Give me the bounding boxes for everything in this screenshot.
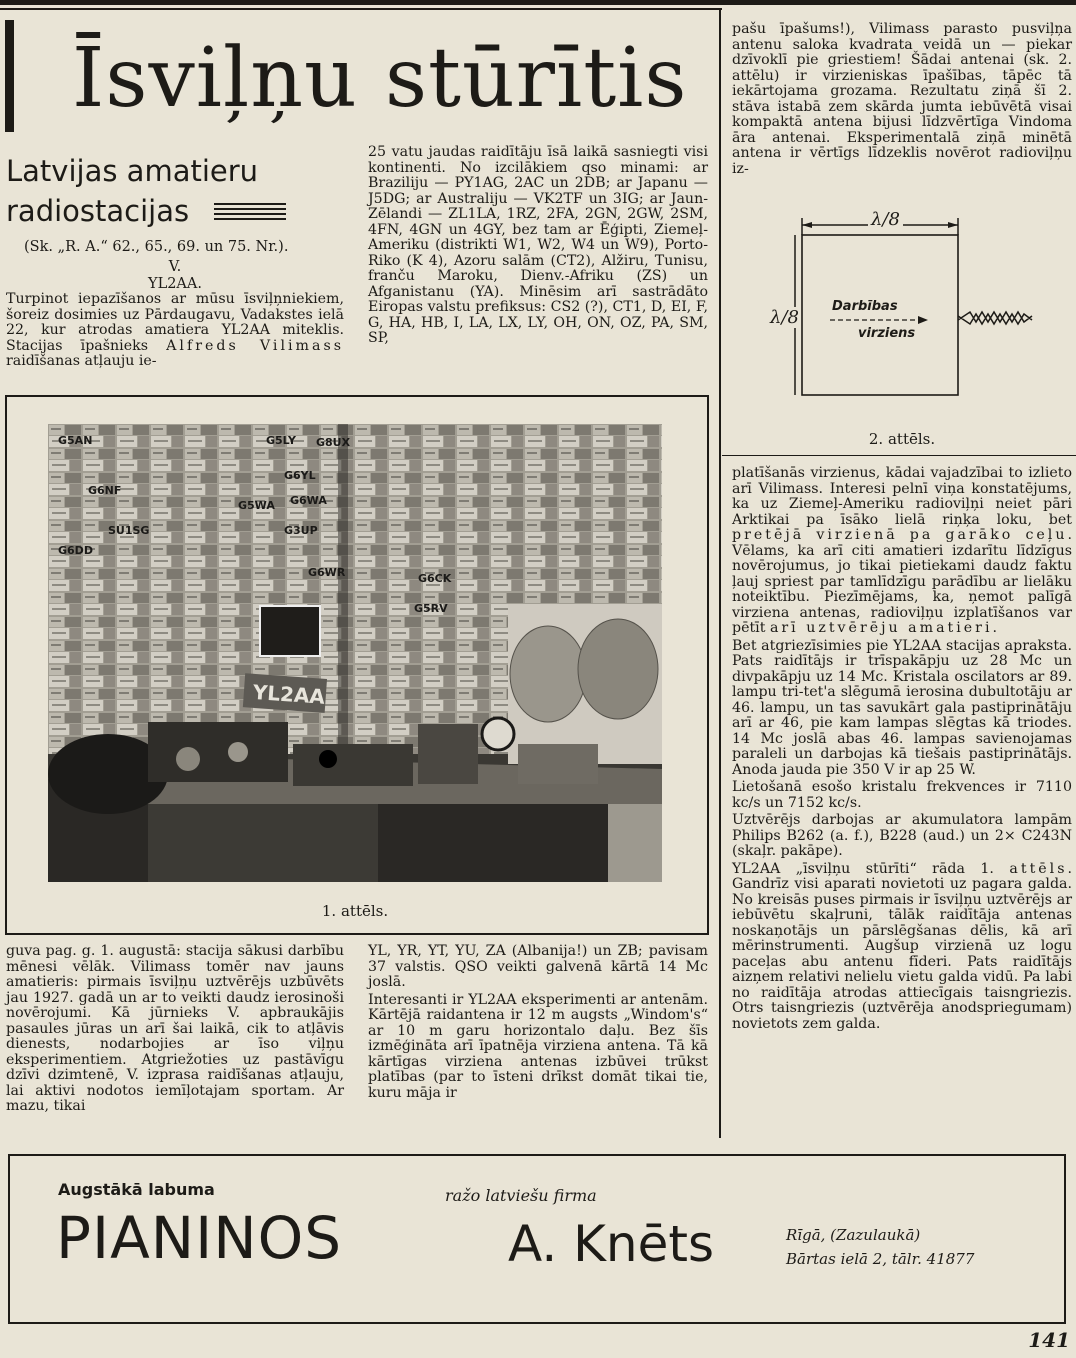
station-photo-svg [48,424,662,882]
column1-top: Turpinot iepazīšanos ar mūsu īsviļņniekiem, šoreiz dosimies uz Pārdaugavu, Vadakstes ielā 22, kur atrodas amatiera YL2AA miteklis. Stacijas īpašnieks Alfreds Vilimass raidīšanas atļauju ie- [6,291,345,369]
qsl-card-label: G3UP [284,524,318,537]
ad-maker-note: ražo latviešu firma [445,1186,597,1205]
ad-firm: A. Knēts [508,1215,715,1273]
qsl-card-label: SU1SG [108,524,150,537]
diagram-top-label: λ/8 [868,209,903,230]
advertisement [8,1154,1066,1324]
column1-bottom: guva pag. g. 1. augustā: stacija sākusi darbību mēnesi vēlāk. Vilimass tomēr nav jauns amatieris: pirmais īsviļņu uztvērējs uzbūvēts jau 1927. gadā un ar to veikti daudz ierosinoši novērojumi. Kā jūrnieks V. apbraukājis pasaules jūras un arī šai laikā, cik to atļāvis dienests, nodarbojies ar īso viļņu eksperimentiem. Atgriežoties uz pastāvīgu dzīvi dzimtenē, V. izprasa raidīšanas atļauju, lai aktivi nodotos iemīļotajam sportam. Ar mazu, tikai [6,943,344,1114]
station-callsign: YL2AA. [148,276,202,292]
photo-frame-top [5,395,709,397]
ad-tagline: Augstākā labuma [58,1180,215,1199]
ad-address2: Bārtas ielā 2, tālr. 41877 [786,1250,975,1268]
top-rule [0,0,1076,5]
diagram-direction-label1: Darbības [832,299,898,314]
col3-paragraph2: Bet atgriezīsimies pie YL2AA stacijas apraksta. Pats raidītājs ir trīspakāpju uz 28 Mc un divpakāpju uz 14 Mc. Kristala oscilators ar 89. lampu tri-tet'a slēgumā ierosina dubultotāju ar 46. lampu, un tas savukārt gala pastiprinātāju arī ar 46, pie kam lampas slēgtas kā triodes. 14 Mc joslā abas 46. lampas savienojamas paraleli un darbojas kā tiešais pastiprinātājs. Anoda jauda pie 350 V ir ap 25 W. [732,637,1072,778]
station-photo [48,424,662,882]
qsl-card-label: G8UX [316,436,351,449]
photo-frame-bottom [5,933,709,935]
qsl-card-label: G5AN [58,434,93,447]
subtitle-line1: Latvijas amatieru [6,154,259,188]
figure1-caption: 1. attēls. [321,902,389,920]
column2-top: 25 vatu jaudas raidītāju īsā laikā sasniegti visi kontinenti. No izcilākiem qso minami: ar Braziliju — PY1AG, 2AC un 2DB; ar Japanu — J5DG; ar Australiju — VK2TF un 3IG; ar Jaun-Zēlandi — ZL1LA, 1RZ, 2FA, 2GN, 2GW, 2SM, 4FN, 4GN un 4GY, bez tam ar Ēģipti, Ziemeļ-Ameriku (distrikti W1, W2, W4 un W9), Porto-Riko (K 4), Azoru salām (CT2), Alžiru, Tunisu, franču Maroku, Dienv.-Afriku (ZS) un Afganistanu (YA). Minēsim arī sastrādāto Eiropas valstu prefiksus: CS2 (?), CT1, D, EI, F, G, HA, HB, I, LA, LX, LY, OH, ON, OZ, PA, SM, SP, [368,144,708,346]
column-divider [719,8,721,1138]
qsl-card-label: G5WA [238,499,275,512]
diagram-rule [722,455,1076,456]
antenna-diagram [760,205,1060,425]
qsl-card-label: G6YL [284,469,316,482]
qsl-card-label: G6NF [88,484,122,497]
qsl-card-label: G5LY [266,434,296,447]
col3-paragraph4: Uztvērējs darbojas ar akumulatora lampām Philips B262 (a. f.), B228 (aud.) un 2× C243N (skaļr. pakāpe). [732,812,1072,859]
page-title: Īsviļņu stūrītis [72,31,688,126]
qsl-card-label: G6DD [58,544,93,557]
figure2-caption: 2. attēls. [868,430,936,448]
subtitle-ornament [214,203,286,220]
photo-frame-right [707,395,709,935]
diagram-direction-label2: virziens [858,326,916,341]
column3-top: pašu īpašums!), Vilimass parasto pusviļņa antenu saloka kvadrata veidā un — piekar dzīvoklī pie griestiem! Šādai antenai (sk. 2. attēlu) ir virzieniskas īpašības, tāpēc tā iekārtojama grozama. Rezultatu ziņā šī 2. stāva istabā zem skārda jumta iebūvētā visai kompaktā antena bijusi līdzvērtīga Vindoma āra antenai. Eksperimentalā ziņā minētā antena ir vērtīgs līdzeklis novērot radioviļņu iz- [732,21,1072,177]
col3-paragraph5: YL2AA „īsviļņu stūrīti“ rāda 1. attēls. Gandrīz visi aparati novietoti uz pagara galda. No kreisās puses pirmais ir īsviļņu uztvērējs ar iebūvētu skaļruni, tālāk raidītāja antenas noskaņotājs un pārslēgšanas dēlis, kā arī mērinstrumenti. Augšup virzienā uz logu paceļas abu antenu fīderi. Pats raidītājs aizņem relativi nelielu vietu galda vidū. Pa labi no raidītāja atrodas attiecīgais taisngriezis. Otrs taisngriezis (uztvērēja anodspriegumam) novietots zem galda. [732,860,1072,1032]
top-rule-thin [0,8,722,10]
photo-frame-left [5,395,7,935]
series-reference: (Sk. „R. A.“ 62., 65., 69. un 75. Nr.). [24,239,289,255]
col3-paragraph1: platīšanās virzienus, kādai vajadzībai to izlieto arī Vilimass. Interesi pelnī viņa konstatējums, ka uz Ziemeļ-Ameriku radioviļņi neiet pāri Arktikai pa īsāko lielā riņķa loku, bet pretējā virzienā pa garāko ceļu. Vēlams, ka arī citi amatieri izdarītu līdzīgus novērojumus, jo tikai pietiekami daudz faktu ļauj spriest par tamlīdzīgu parādību ar lielāku noteiktību. Piezīmējams, ka, ņemot palīgā virziena antenas, radioviļņu izplatīšanos var pētīt arī uztvērēju amatieri. [732,465,1072,636]
antenna-diagram-svg [760,205,1060,425]
photo-sign-text: YL2AA [252,679,326,709]
col2-paragraph1: YL, YR, YT, YU, ZA (Albanija!) un ZB; pavisam 37 valstis. QSO veikti galvenā kārtā 14 Mc joslā. [368,943,708,990]
column3-main [732,466,1072,1034]
qsl-card-label: G6WR [308,566,346,579]
qsl-card-label: G6CK [418,572,452,585]
title-bar [5,20,14,132]
ad-product: PIANINOS [56,1204,343,1272]
qsl-card-label: G5RV [414,602,448,615]
column2-bottom [368,944,708,1103]
col2-paragraph2: Interesanti ir YL2AA eksperimenti ar antenām. Kārtējā raidantena ir 12 m augsts „Windom's“ ar 10 m garu horizontalo daļu. Bez šīs izmēģināta arī īpatnēja virziena antena. Tā kā kārtīgas virziena antenas izbūvei trūkst platības (par to īsteni drīkst domāt tikai tie, kuru māja ir [368,991,708,1101]
ad-address1: Rīgā, (Zazulaukā) [786,1226,921,1244]
qsl-card-label: G6WA [290,494,327,507]
part-number: V. [168,259,182,275]
page-number: 141 [1028,1328,1070,1352]
subtitle-line2: radiostacijas [6,194,190,228]
col3-paragraph3: Lietošanā esošo kristalu frekvences ir 7110 kc/s un 7152 kc/s. [732,779,1072,811]
diagram-side-label: λ/8 [770,307,799,328]
